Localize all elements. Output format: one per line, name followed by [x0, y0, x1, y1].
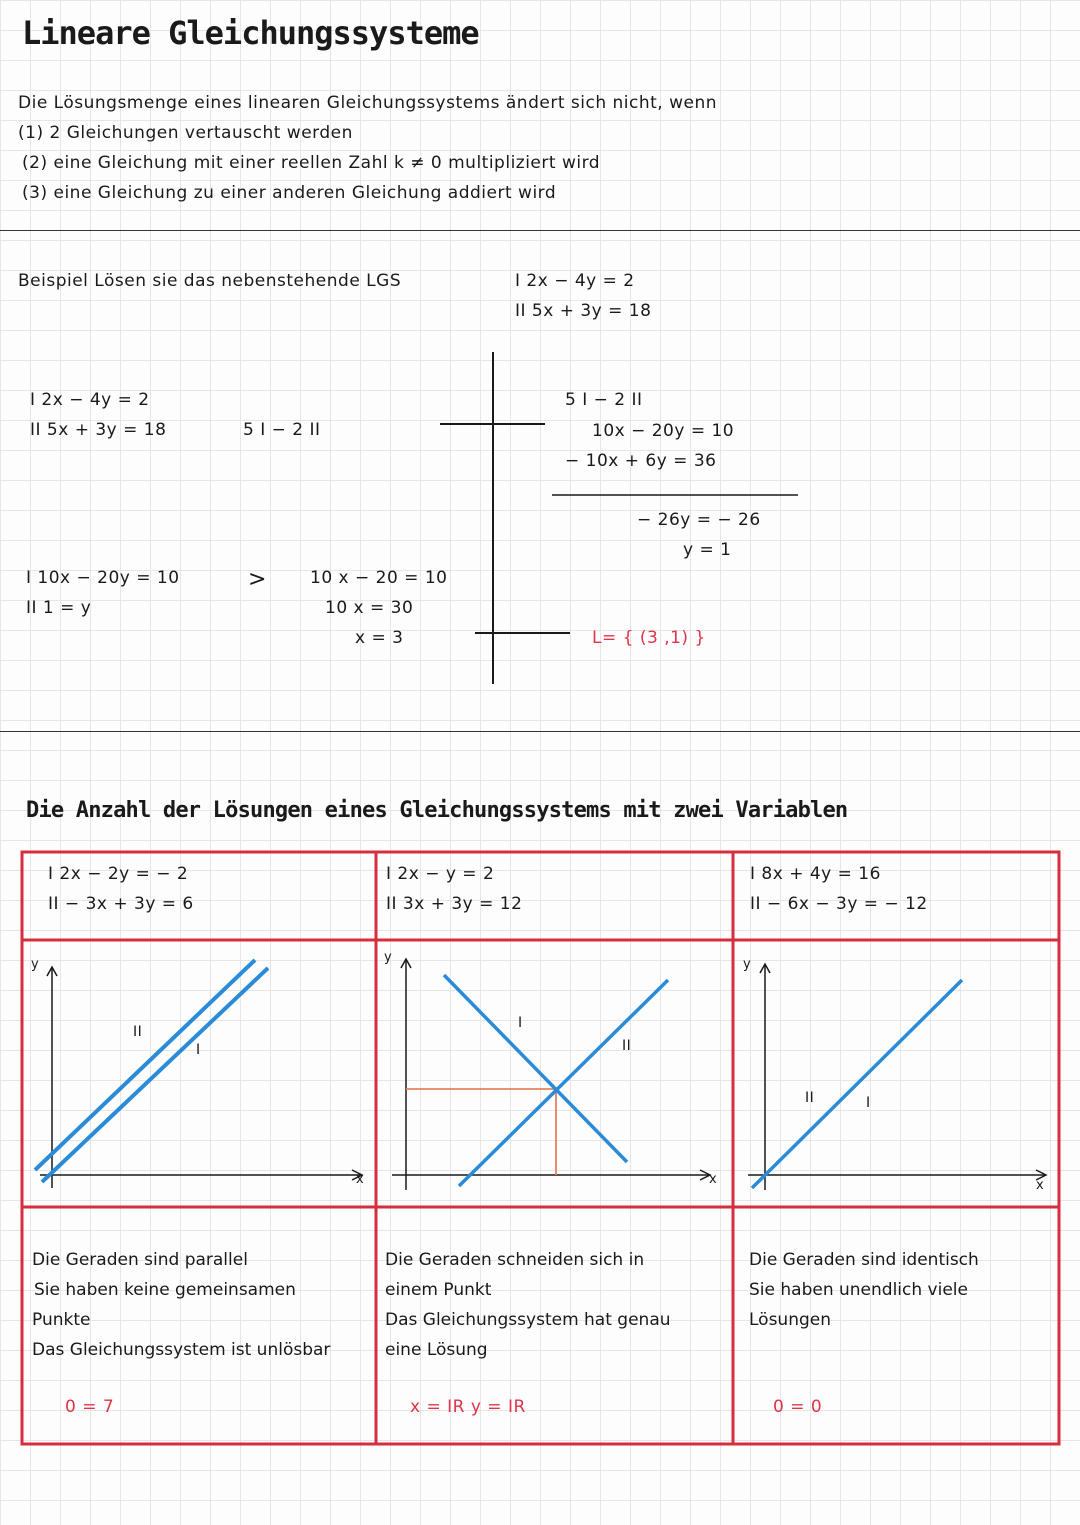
arrow-glyph: >	[248, 567, 267, 592]
case1-result: 0 = 7	[65, 1397, 115, 1417]
graph-intersecting	[392, 959, 710, 1190]
case2-line-label-i: I	[518, 1015, 523, 1031]
example-label: Beispiel Lösen sie das nebenstehende LGS	[18, 271, 402, 291]
case2-text-4: eine Lösung	[385, 1340, 488, 1360]
work-right-r1: 10x − 20y = 10	[592, 421, 735, 441]
solution-set: L= { (3 ,1) }	[592, 628, 706, 648]
work-substitute-eq2: II 1 = y	[26, 598, 92, 618]
case3-text-2: Sie haben unendlich viele	[749, 1280, 968, 1300]
work-substitute-r1: 10 x − 20 = 10	[310, 568, 448, 588]
work-right-r2: − 10x + 6y = 36	[565, 451, 717, 471]
case1-eq2: II − 3x + 3y = 6	[48, 894, 194, 914]
case3-eq1: I 8x + 4y = 16	[750, 864, 881, 884]
work-right-operation: 5 I − 2 II	[565, 390, 643, 410]
work-left-operation: 5 I − 2 II	[243, 420, 321, 440]
intro-line-4: (3) eine Gleichung zu einer anderen Gleichung addiert wird	[22, 183, 557, 203]
case1-axis-x-label: x	[356, 1172, 365, 1187]
graph-identical	[748, 964, 1046, 1190]
case1-text-3: Punkte	[32, 1310, 91, 1330]
graph1-line-i	[42, 968, 268, 1182]
case1-eq1: I 2x − 2y = − 2	[48, 864, 189, 884]
case3-axis-x-label: x	[1036, 1178, 1045, 1193]
work-substitute-r3: x = 3	[355, 628, 404, 648]
work-left-eq1: I 2x − 4y = 2	[30, 390, 150, 410]
case1-text-2: Sie haben keine gemeinsamen	[34, 1280, 296, 1300]
intro-line-3: (2) eine Gleichung mit einer reellen Zahl k ≠ 0 multipliziert wird	[22, 153, 601, 173]
example-lgs-eq1: I 2x − 4y = 2	[515, 271, 635, 291]
case2-axis-x-label: x	[709, 1172, 718, 1187]
graph2-line-i	[444, 975, 627, 1162]
work-left-eq2: II 5x + 3y = 18	[30, 420, 167, 440]
case3-axis-y-label: y	[743, 957, 752, 972]
work-substitute-eq1: I 10x − 20y = 10	[26, 568, 180, 588]
page-title: Lineare Gleichungssysteme	[22, 14, 479, 52]
case3-line-label-i: I	[866, 1095, 871, 1111]
example-lgs-eq2: II 5x + 3y = 18	[515, 301, 652, 321]
case1-text-1: Die Geraden sind parallel	[32, 1250, 248, 1270]
graph1-line-ii	[35, 960, 255, 1170]
case2-eq2: II 3x + 3y = 12	[386, 894, 523, 914]
case3-text-3: Lösungen	[749, 1310, 832, 1330]
case1-line-label-ii: II	[133, 1024, 143, 1040]
case3-text-1: Die Geraden sind identisch	[749, 1250, 979, 1270]
intro-line-1: Die Lösungsmenge eines linearen Gleichungssystems ändert sich nicht, wenn	[18, 93, 718, 113]
case1-text-4: Das Gleichungssystem ist unlösbar	[32, 1340, 331, 1360]
work-right-r3: − 26y = − 26	[637, 510, 761, 530]
work-right-r4: y = 1	[683, 540, 732, 560]
graph3-line	[752, 980, 962, 1188]
section-title: Die Anzahl der Lösungen eines Gleichungssystems mit zwei Variablen	[26, 798, 848, 823]
case2-text-1: Die Geraden schneiden sich in	[385, 1250, 645, 1270]
case1-line-label-i: I	[196, 1042, 201, 1058]
case1-axis-y-label: y	[31, 957, 40, 972]
case3-eq2: II − 6x − 3y = − 12	[750, 894, 928, 914]
intro-line-2: (1) 2 Gleichungen vertauscht werden	[18, 123, 353, 143]
case2-axis-y-label: y	[384, 950, 393, 965]
case3-line-label-ii: II	[805, 1090, 815, 1106]
case2-text-3: Das Gleichungssystem hat genau	[385, 1310, 671, 1330]
case2-line-label-ii: II	[622, 1038, 632, 1054]
graph2-line-ii	[459, 980, 668, 1186]
work-substitute-r2: 10 x = 30	[325, 598, 414, 618]
graph-parallel	[35, 960, 365, 1188]
case2-result: x = IR y = IR	[410, 1397, 526, 1417]
case3-result: 0 = 0	[773, 1397, 823, 1417]
case2-eq1: I 2x − y = 2	[386, 864, 495, 884]
case2-text-2: einem Punkt	[385, 1280, 492, 1300]
